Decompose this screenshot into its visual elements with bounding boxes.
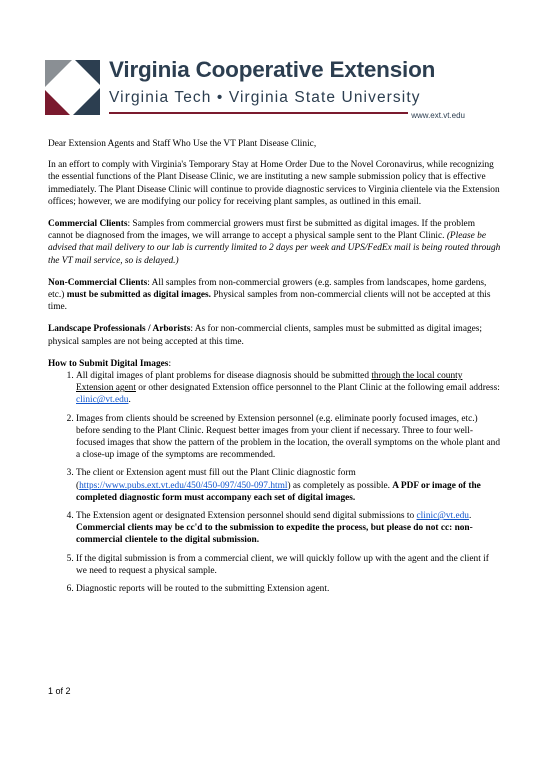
step-1-underline: through the local county Extension agent	[76, 371, 463, 394]
step-6-text: Diagnostic reports will be routed to the submitting Extension agent.	[76, 584, 330, 595]
letter-body	[48, 138, 502, 601]
commercial-clients-note: (Please be advised that mail delivery to our lab is currently limited to 2 days per week and UPS/FedEx mail is being routed through the VT mail service, so is delayed.)	[48, 231, 501, 266]
list-item	[76, 467, 502, 504]
commercial-clients-label: Commercial Clients	[48, 219, 128, 230]
vce-logo-mark-icon	[45, 60, 100, 115]
commercial-clients-paragraph	[48, 218, 502, 267]
howto-heading-label: How to Submit Digital Images	[48, 358, 169, 369]
step-4-text-2: .	[468, 511, 472, 522]
step-3-text: The client or Extension agent must fill out the Plant Clinic diagnostic form (	[76, 468, 356, 491]
clinic-email-link[interactable]: clinic@vt.edu	[416, 511, 469, 522]
step-1-text: All digital images of plant problems for disease diagnosis should be submitted	[76, 371, 372, 382]
diagnostic-form-link[interactable]: https://www.pubs.ext.vt.edu/450/450-097/450-097.html	[79, 480, 288, 491]
list-item	[76, 413, 502, 462]
vce-logo	[45, 57, 465, 122]
step-3-text-2: ) as completely as possible.	[287, 480, 393, 491]
howto-heading	[48, 358, 502, 370]
step-3-bold: A PDF or image of the completed diagnostic form must accompany each set of digital images.	[76, 480, 481, 503]
greeting: Dear Extension Agents and Staff Who Use the VT Plant Disease Clinic,	[48, 139, 317, 149]
howto-heading-colon: :	[168, 358, 172, 369]
noncommercial-clients-label: Non-Commercial Clients	[48, 277, 148, 288]
logo-subtitle: Virginia Tech • Virginia State University	[109, 89, 421, 106]
list-item	[76, 510, 502, 547]
logo-url: www.ext.vt.edu	[408, 111, 465, 120]
page-number: 1 of 2	[48, 686, 71, 696]
noncommercial-text-1: : All samples from non-commercial growers (e.g. samples from landscapes, home gardens, etc.)	[48, 277, 487, 301]
submission-steps-list	[48, 370, 502, 595]
step-5-text: If the digital submission is from a commercial client, we will quickly follow up with the agent and the client if we need to request a physical sample.	[76, 553, 489, 576]
list-item	[76, 370, 502, 407]
landscape-professionals-label: Landscape Professionals / Arborists	[48, 324, 191, 335]
clinic-email-link[interactable]: clinic@vt.edu	[76, 395, 129, 406]
step-2-text: Images from clients should be screened by Extension personnel (e.g. eliminate poorly focused images, etc.) before sending to the Plant Clinic. Request better images from your client if necessary. Three to four well-focused images that show the pattern of the problem in the location, the overall symptoms on the whole plant and a close-up image of the symptoms are recommended.	[76, 413, 501, 461]
landscape-professionals-text: : As for non-commercial clients, samples must be submitted as digital images; physical samples are not being accepted at this time.	[48, 324, 483, 347]
noncommercial-clients-paragraph	[48, 277, 502, 314]
logo-title: Virginia Cooperative Extension	[109, 57, 436, 82]
list-item	[76, 583, 502, 595]
noncommercial-text-2: Physical samples from non-commercial clients will not be accepted at this time.	[48, 290, 491, 313]
step-4-bold: Commercial clients may be cc'd to the submission to expedite the process, but please do not cc: non-commercial clientele to the digital submission.	[76, 523, 473, 546]
noncommercial-bold: must be submitted as digital images.	[66, 290, 212, 301]
intro-paragraph: In an effort to comply with Virginia's Temporary Stay at Home Order Due to the Novel Coronavirus, while recognizing the essential functions of the Plant Disease Clinic, we are instituting a new sample submission policy that is effective immediately. The Plant Disease Clinic will continue to provide diagnostic services to Virginia clientele via the Extension offices; however, we are modifying our policy for receiving plant samples, as outlined in this email.	[48, 160, 500, 207]
step-1-end: .	[128, 395, 131, 406]
landscape-professionals-paragraph	[48, 323, 502, 347]
step-4-text: The Extension agent or designated Extension personnel should send digital submissions to	[76, 511, 417, 522]
list-item	[76, 553, 502, 577]
commercial-clients-text: : Samples from commercial growers must first be submitted as digital images. If the problem cannot be diagnosed from the images, we will arrange to accept a physical sample sent to the Plant Clinic.	[48, 219, 475, 242]
step-1-text-2: or other designated Extension office personnel to the Plant Clinic at the following email address:	[135, 383, 500, 394]
